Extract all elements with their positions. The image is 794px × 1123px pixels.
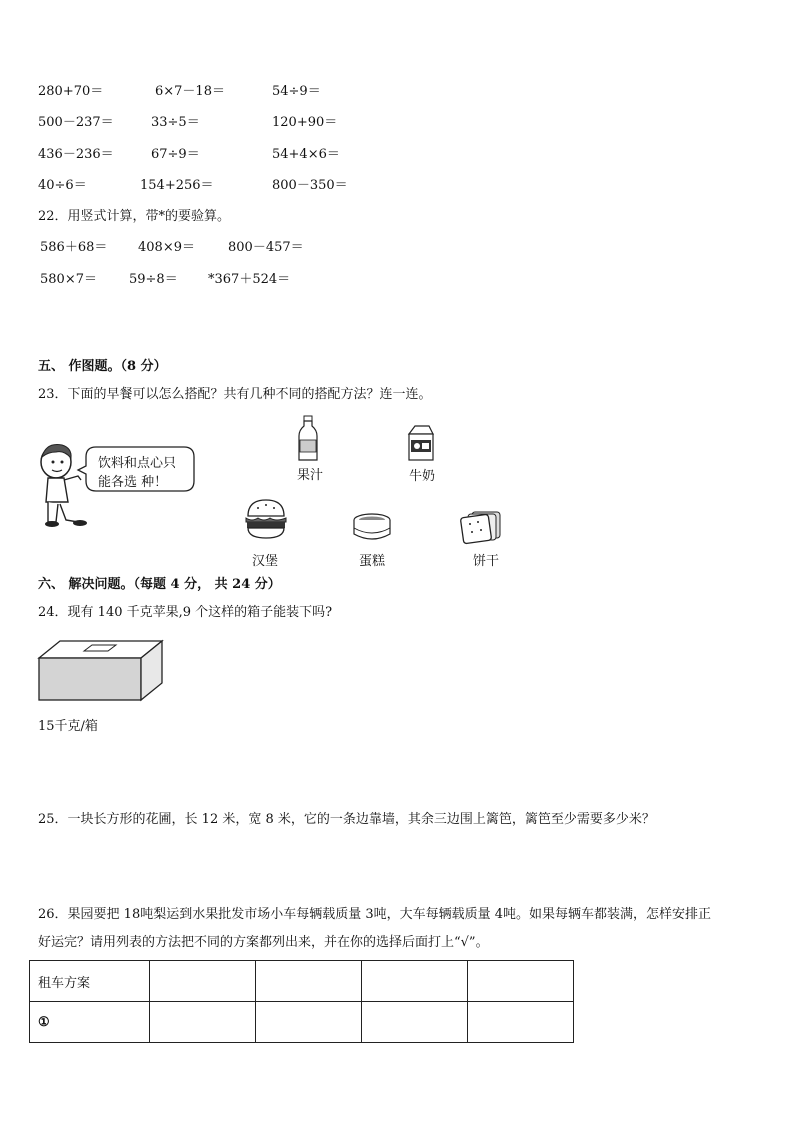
cake-icon [352,512,392,542]
milk-carton-icon [405,424,437,462]
question-24-title: 24．现有 140 千克苹果,9 个这样的箱子能装下吗? [38,605,333,620]
question-22-title: 22．用竖式计算，带*的要验算。 [38,209,231,224]
juice-bottle-icon [297,416,319,462]
vertical-calc-item: 59÷8＝ [129,272,178,287]
rental-plan-table [29,960,574,1043]
snack-label-biscuits: 饼干 [473,554,500,569]
table-header-cell[interactable] [256,961,362,1002]
calc-item: 800－350＝ [272,178,348,193]
table-header-row [30,961,574,1002]
section-5-title: 五、 作图题。（8 分） [38,359,167,374]
speech-bubble-line-2: 能各选 种！ [98,475,168,490]
box-icon [38,640,164,702]
calc-item: 67÷9＝ [151,147,200,162]
calc-item: 33÷5＝ [151,115,200,130]
question-26-line-2: 好运完？请用列表的方法把不同的方案都列出来，并在你的选择后面打上“√”。 [38,935,489,950]
vertical-calc-item: 800－457＝ [228,240,304,255]
calc-item: 436－236＝ [38,147,114,162]
table-header-cell[interactable] [468,961,574,1002]
table-cell[interactable] [362,1002,468,1043]
calc-item: 120+90＝ [272,115,338,130]
vertical-calc-item: 580×7＝ [40,272,97,287]
snack-label-hamburger: 汉堡 [252,554,279,569]
table-cell[interactable] [150,1002,256,1043]
calc-item: 40÷6＝ [38,178,87,193]
table-header-cell[interactable] [362,961,468,1002]
table-row [30,1002,574,1043]
question-23-title: 23．下面的早餐可以怎么搭配？共有几种不同的搭配方法？连一连。 [38,387,432,402]
drink-label-juice: 果汁 [297,468,324,483]
snack-label-cake: 蛋糕 [359,554,386,569]
vertical-calc-item: *367＋524＝ [208,272,291,287]
table-header-cell[interactable] [150,961,256,1002]
hamburger-icon [244,498,288,540]
question-25-title: 25．一块长方形的花圃，长 12 米，宽 8 米，它的一条边靠墙，其余三边围上篱笆，篱笆至少需要多少米？ [38,812,655,827]
biscuits-icon [456,510,504,544]
calc-item: 500－237＝ [38,115,114,130]
section-6-title: 六、 解决问题。（每题 4 分， 共 24 分） [38,577,281,592]
table-cell[interactable] [468,1002,574,1043]
drink-label-milk: 牛奶 [409,469,436,484]
speech-bubble-line-1: 饮料和点心只 [98,456,177,471]
calc-item: 6×7－18＝ [155,84,225,99]
calc-item: 54+4×6＝ [272,147,340,162]
table-cell: ① [30,1002,150,1043]
calc-item: 280+70＝ [38,84,104,99]
question-26-line-1: 26．果园要把 18吨梨运到水果批发市场小车每辆载质量 3吨，大车每辆载质量 4吨。如果每辆车都装满，怎样安排正 [38,907,712,922]
table-cell[interactable] [256,1002,362,1043]
box-capacity-label: 15千克/箱 [38,719,98,734]
calc-item: 154+256＝ [140,178,214,193]
table-header-cell: 租车方案 [30,961,150,1002]
vertical-calc-item: 408×9＝ [138,240,195,255]
calc-item: 54÷9＝ [272,84,321,99]
vertical-calc-item: 586＋68＝ [40,240,108,255]
